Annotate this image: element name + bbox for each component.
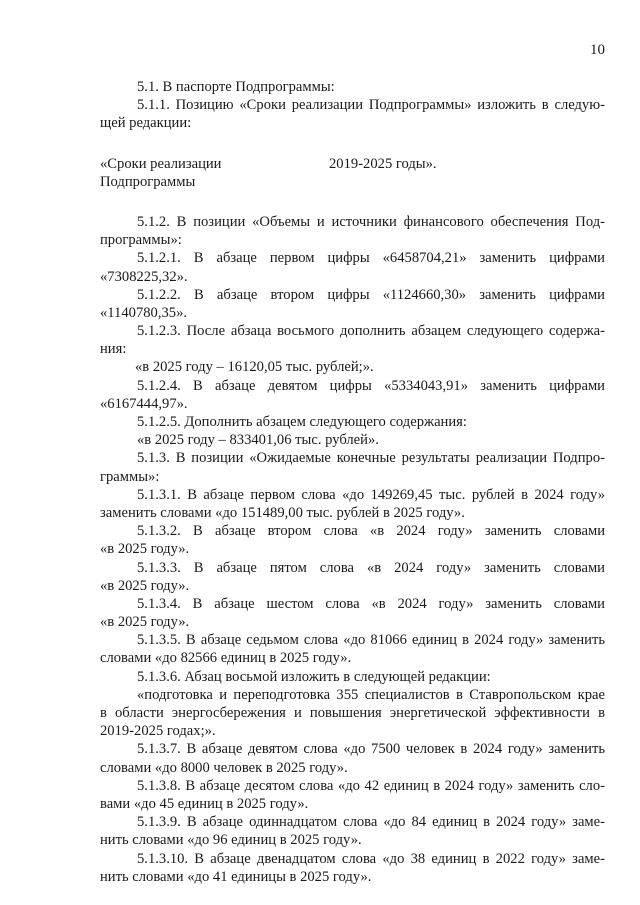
paragraph-line: словами «до 82566 единиц в 2025 году». [100,650,352,667]
paragraph-5-1-3-8 [100,777,605,813]
term-label: «Сроки реализации [100,155,222,172]
document-body [100,78,605,886]
paragraph-line: нить словами «до 41 единицы в 2025 году». [100,868,372,885]
paragraph-line: «6167444,97». [100,395,188,412]
quote-line: в области энергосбережения и повышения энергетической эффективности в [100,705,605,721]
paragraph-line: вами «до 45 единиц в 2025 году». [100,795,309,812]
paragraph-line: нить словами «до 96 единиц в 2025 году». [100,832,362,849]
paragraph-5-1-3-2 [100,522,605,558]
paragraph-line: «в 2025 году». [100,541,190,558]
paragraph-line: «в 2025 году». [100,577,190,594]
paragraph-line: программы»: [100,232,182,249]
paragraph-line: 5.1.2. В позиции «Объемы и источники финансового обеспечения Под- [137,213,605,230]
section-title: 5.1. В паспорте Подпрограммы: [137,79,335,95]
paragraph-5-1-3-3 [100,559,605,595]
quote-line: «подготовка и переподготовка 355 специалистов в Ставропольском крае [137,686,605,703]
paragraph-line: 5.1.2.5. Дополнить абзацем следующего содержания: [137,414,467,430]
paragraph-5-1-2 [100,213,605,249]
paragraph-line: 5.1.3.3. В абзаце пятом слова «в 2024 году» заменить словами [137,559,605,576]
term-label-continued: Подпрограммы [100,173,196,190]
paragraph-line: «1140780,35». [100,304,188,321]
paragraph-line: 5.1.3.1. В абзаце первом слова «до 149269,45 тыс. рублей в 2024 году» [137,486,605,503]
paragraph-line: граммы»: [100,468,160,485]
paragraph-line: «в 2025 году». [100,614,190,631]
term-value: 2019-2025 годы». [329,155,437,172]
paragraph-line: 5.1.3.8. В абзаце десятом слова «до 42 единиц в 2024 году» заменить сло- [137,777,605,794]
paragraph-line: 5.1.2.4. В абзаце девятом цифры «5334043,91» заменить цифрами [137,377,605,394]
paragraph-line: 5.1.2.3. После абзаца восьмого дополнить абзацем следующего содержа- [137,323,605,340]
paragraph-5-1-3-6 [100,668,605,741]
paragraph-line: ния: [100,341,127,358]
paragraph-line: 5.1.3.7. В абзаце девятом слова «до 7500 человек в 2024 году» заменить [137,741,605,758]
paragraph-line: словами «до 8000 человек в 2025 году». [100,759,348,776]
term-table [100,155,605,191]
paragraph-line: заменить словами «до 151489,00 тыс. рублей в 2025 году». [100,504,465,521]
paragraph-5-1-1 [100,96,605,132]
paragraph-line: «7308225,32». [100,268,188,285]
paragraph-line: 5.1.2.1. В абзаце первом цифры «6458704,21» заменить цифрами [137,250,605,267]
paragraph-line: 5.1.1. Позицию «Сроки реализации Подпрограммы» изложить в следую- [137,97,605,114]
paragraph-5-1-2-3 [100,322,605,377]
paragraph-5-1-2-4 [100,377,605,413]
paragraph-5-1-3-4 [100,595,605,631]
paragraph-5-1-2-2 [100,286,605,322]
paragraph-line: 5.1.3.10. В абзаце двенадцатом слова «до 38 единиц в 2022 году» заме- [137,850,605,867]
paragraph-5-1-3-9 [100,813,605,849]
paragraph-line: 5.1.3.6. Абзац восьмой изложить в следующей редакции: [137,668,491,685]
paragraph-5-1-2-5 [100,413,605,449]
quote-line: «в 2025 году – 833401,06 тыс. рублей». [137,432,379,449]
paragraph-line: 5.1.2.2. В абзаце втором цифры «1124660,30» заменить цифрами [137,286,605,303]
quote-line: 2019-2025 годах;». [100,723,216,740]
paragraph-line: 5.1.3. В позиции «Ожидаемые конечные результаты реализации Подпро- [137,450,605,467]
paragraph-line: 5.1.3.4. В абзаце шестом слова «в 2024 году» заменить словами [137,595,605,612]
paragraph-line: 5.1.3.2. В абзаце втором слова «в 2024 году» заменить словами [137,523,605,540]
paragraph-5-1-2-1 [100,249,605,285]
paragraph-5-1-3-10 [100,850,605,886]
paragraph-line: щей редакции: [100,115,192,132]
paragraph-5-1-3 [100,449,605,485]
paragraph-5-1-3-7 [100,740,605,776]
page-number: 10 [590,42,605,58]
quote-line: «в 2025 году – 16120,05 тыс. рублей;». [135,359,374,376]
paragraph-line: 5.1.3.5. В абзаце седьмом слова «до 81066 единиц в 2024 году» заменить [137,632,605,649]
paragraph-5-1-3-5 [100,631,605,667]
paragraph-5-1-3-1 [100,486,605,522]
paragraph-line: 5.1.3.9. В абзаце одиннадцатом слова «до 84 единиц в 2024 году» заме- [137,814,605,831]
